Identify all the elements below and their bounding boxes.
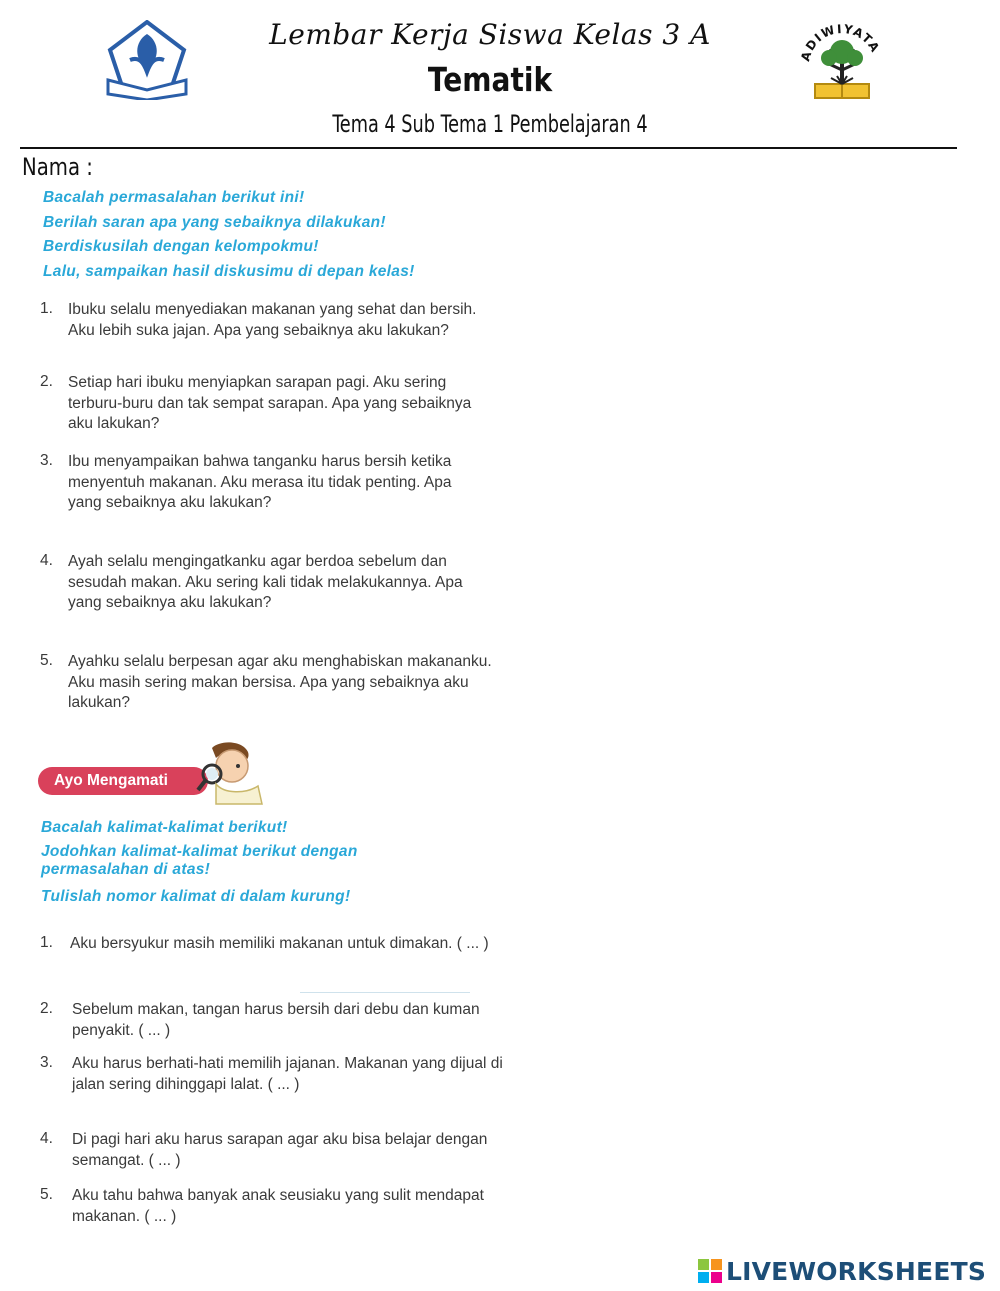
instruction-line: Lalu, sampaikan hasil diskusimu di depan kelas! [43, 262, 415, 280]
subject-title: Tematik [427, 60, 553, 99]
problem-number: 2. [40, 373, 53, 390]
theme-line: Tema 4 Sub Tema 1 Pembelajaran 4 [332, 110, 648, 138]
problem-number: 4. [40, 552, 53, 569]
instruction-line: Bacalah kalimat-kalimat berikut! [41, 819, 288, 836]
sheet-title: Lembar Kerja Siswa Kelas 3 A [269, 18, 711, 51]
problem-text: Ibu menyampaikan bahwa tanganku harus bersih ketika menyentuh makanan. Aku merasa itu tidak penting. Apa yang sebaiknya aku lakukan? [68, 453, 452, 511]
problem-number: 1. [40, 300, 53, 317]
sentence-text: Di pagi hari aku harus sarapan agar aku bisa belajar dengan semangat. ( ... ) [72, 1131, 488, 1169]
sentence-number: 1. [40, 934, 53, 951]
section2-instructions [41, 816, 358, 909]
sentence-item [40, 1186, 502, 1227]
adiwiyata-logo-text: ADIWIYATA [798, 21, 883, 63]
sentence-number: 2. [40, 1000, 53, 1017]
sentence-item [40, 934, 490, 955]
sentence-text: Aku harus berhati-hati memilih jajanan. Makanan yang dijual di jalan sering dihinggapi lalat. ( ... ) [72, 1055, 503, 1093]
instruction-line: Bacalah permasalahan berikut ini! [43, 189, 305, 206]
problem-item [40, 652, 493, 714]
problem-item [40, 300, 493, 341]
problem-text: Ayahku selalu berpesan agar aku menghabiskan makananku. Aku masih sering makan bersisa. Apa yang sebaiknya aku lakukan? [68, 653, 492, 711]
sentence-item [40, 1000, 522, 1041]
problem-item [40, 373, 493, 435]
problem-item [40, 552, 473, 614]
kid-with-magnifier-illustration [190, 740, 270, 810]
sentence-number: 4. [40, 1130, 53, 1147]
sentence-text: Sebelum makan, tangan harus bersih dari debu dan kuman penyakit. ( ... ) [72, 1001, 480, 1039]
instruction-line: Berilah saran apa yang sebaiknya dilakukan! [43, 213, 386, 231]
problem-text: Ayah selalu mengingatkanku agar berdoa sebelum dan sesudah makan. Aku sering kali tidak melakukannya. Apa yang sebaiknya aku lakukan? [68, 553, 463, 611]
problem-text: Ibuku selalu menyediakan makanan yang sehat dan bersih. Aku lebih suka jajan. Apa yang sebaiknya aku lakukan? [68, 301, 477, 339]
instruction-line: Tulislah nomor kalimat di dalam kurung! [41, 888, 351, 905]
sentence-item [40, 1130, 502, 1171]
instruction-line: Berdiskusilah dengan kelompokmu! [43, 238, 319, 255]
problem-number: 3. [40, 452, 53, 469]
sentence-text: Aku bersyukur masih memiliki makanan untuk dimakan. ( ... ) [70, 935, 489, 952]
section1-instructions [43, 186, 415, 284]
instruction-line: permasalahan di atas! [41, 861, 211, 878]
header-rule [20, 147, 957, 149]
ayo-mengamati-badge: Ayo Mengamati [38, 767, 208, 795]
sentence-number: 5. [40, 1186, 53, 1203]
problem-number: 5. [40, 652, 53, 669]
adiwiyata-logo [797, 18, 887, 108]
name-label: Nama : [22, 153, 93, 181]
liveworksheets-brand[interactable] [698, 1256, 986, 1286]
sentence-item [40, 1054, 522, 1095]
school-logo [100, 20, 195, 100]
liveworksheets-icon [698, 1259, 722, 1283]
sentence-text: Aku tahu bahwa banyak anak seusiaku yang sulit mendapat makanan. ( ... ) [72, 1187, 484, 1225]
liveworksheets-text: LIVEWORKSHEETS [726, 1256, 987, 1286]
problem-item [40, 452, 488, 514]
sentence-number: 3. [40, 1054, 53, 1071]
divider-line [300, 992, 470, 993]
instruction-line: Jodohkan kalimat-kalimat berikut dengan [41, 843, 358, 860]
problem-text: Setiap hari ibuku menyiapkan sarapan pagi. Aku sering terburu-buru dan tak sempat sarapan. Apa yang sebaiknya aku lakukan? [68, 374, 472, 432]
